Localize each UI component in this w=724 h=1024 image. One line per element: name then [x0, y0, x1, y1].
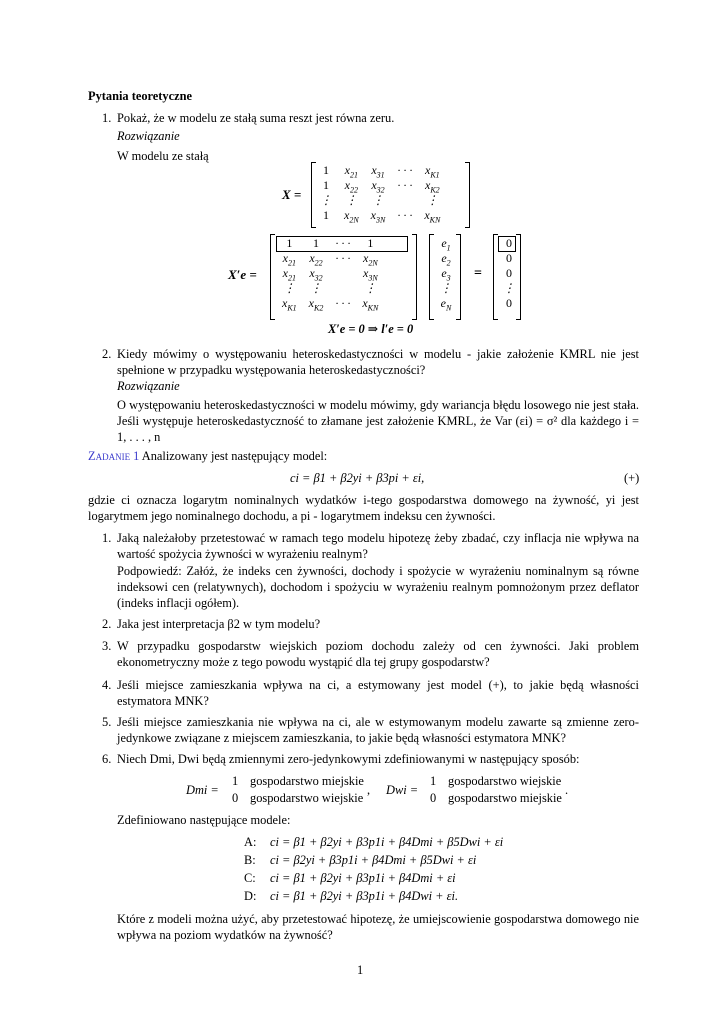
item-1-text: Jaką należałoby przetestować w ramach tego modelu hipotezę żeby zbadać, czy inflacja nie wpływa na wartość spożycia żywności w wyrażeniu realnym?: [117, 531, 639, 561]
item-2-text: Jaka jest interpretacja β2 w tym modelu?: [117, 617, 321, 631]
dm-rural: gospodarstwo wiejskie: [250, 791, 364, 805]
item-4-text: Jeśli miejsce zamieszkania wpływa na ci, a estymowany jest model (+), to jakie będą własności estymatora MNK?: [117, 678, 639, 708]
x-matrix: 1 $x_{21}$ $x_{31}$ · · · $x_{K1}$ 1 $x_{22}$ $x_{32}$ · · · $x_{K2}$ ⋮ ⋮ ⋮ ⋮ 1 $x_{2N}$ $x_{3N}$ · · · $x_{KN}$: [320, 163, 441, 225]
item-4-number: 4.: [102, 678, 112, 692]
q1-intro: W modelu ze stałą: [117, 149, 209, 163]
item-5-text: Jeśli miejsce zamieszkania nie wpływa na ci, ale w estymowanym modelu zawarte są zmienne zero-jedynkowe związane z miejscem zamieszkania, to jakie będą własności estymatora MNK?: [117, 715, 639, 745]
q1-text: Pokaż, że w modelu ze stałą suma reszt jest równa zeru.: [117, 111, 395, 125]
page-number: 1: [357, 963, 364, 977]
model-b-eq: ci = β2yi + β3p1i + β4Dmi + β5Dwi + εi: [270, 853, 477, 867]
item-3-number: 3.: [102, 639, 112, 653]
dw-one: 1: [430, 774, 437, 788]
dm-urban: gospodarstwo miejskie: [250, 774, 364, 788]
dw-period: .: [565, 783, 569, 797]
x-matrix-label: X =: [282, 187, 302, 202]
q2-answer: O występowaniu heteroskedastyczności w modelu mówimy, gdy wariancja błędu losowego nie jest stała. Jeśli występuje heteroskedastyczność to złamane jest założenie KMRL, że Var (εi) = σ² dla każdego i = 1, . . . , n: [117, 398, 639, 444]
dw-rural: gospodarstwo wiejskie: [448, 774, 562, 788]
xe-label: X′e =: [228, 267, 257, 282]
x-matrix-right-bracket: [465, 162, 470, 228]
task-eq-tag: (+): [624, 471, 640, 485]
e-vector: $e_1$ $e_2$ $e_3$ ⋮ $e_N$: [440, 236, 452, 313]
model-c-eq: ci = β1 + β2yi + β3p1i + β4Dmi + εi: [270, 871, 456, 885]
dw-label: Dwi =: [386, 783, 419, 797]
dw-urban: gospodarstwo miejskie: [448, 791, 562, 805]
dm-comma: ,: [367, 783, 371, 797]
task-header: [88, 448, 327, 464]
item-1-hint: Podpowiedź: Załóż, że indeks cen żywności, dochody i spożycie w wyrażeniu nominalnym są równe indeksowi cen (relatywnych), dochodom i spożyciu w wyrażeniu realnym pomnożonym przez deflator (indeks inflacji ogółem).: [117, 564, 639, 610]
task-intro: Analizowany jest następujący model:: [141, 449, 328, 463]
xt-matrix-right-bracket: [412, 234, 417, 320]
task-equation: ci = β1 + β2yi + β3pi + εi,: [290, 471, 425, 485]
final-question: Które z modeli można użyć, aby przetestować hipotezę, że umiejscowienie gospodarstwa domowego nie wpływa na poziom wydatków na żywność?: [117, 912, 639, 942]
item-6-number: 6.: [102, 752, 112, 766]
q2-number: 2.: [102, 347, 112, 361]
xt-matrix-left-bracket: [270, 234, 275, 320]
q1-solution-label: Rozwiązanie: [117, 129, 180, 143]
zero-vector: 0 0 0 ⋮ 0: [503, 236, 515, 310]
item-6-text: Niech Dmi, Dwi będą zmiennymi zero-jedynkowymi zdefiniowanymi w następujący sposób:: [117, 752, 580, 766]
model-b-label: B:: [244, 853, 256, 867]
model-d-eq: ci = β1 + β2yi + β3p1i + β4Dwi + εi.: [270, 889, 459, 903]
item-5-number: 5.: [102, 715, 112, 729]
task-description: gdzie ci oznacza logarytm nominalnych wydatków i-tego gospodarstwa domowego na żywność, yi jest logarytmem jego nominalnego dochodu, a pi - logarytmem indeksu cen żywności.: [88, 493, 639, 523]
dm-one: 1: [232, 774, 239, 788]
task-label: Zadanie 1: [88, 449, 140, 463]
item-2-number: 2.: [102, 617, 112, 631]
model-d-label: D:: [244, 889, 257, 903]
models-intro: Zdefiniowano następujące modele:: [117, 813, 291, 827]
model-a-eq: ci = β1 + β2yi + β3p1i + β4Dmi + β5Dwi + εi: [270, 835, 504, 849]
q2-solution-label: Rozwiązanie: [117, 379, 180, 393]
dm-zero: 0: [232, 791, 239, 805]
equals-sign: =: [474, 266, 482, 281]
dm-label: Dmi =: [186, 783, 219, 797]
section-heading: Pytania teoretyczne: [88, 89, 193, 103]
q2-text: Kiedy mówimy o występowaniu heteroskedastyczności w modelu - jakie założenie KMRL nie jest spełnione w przypadku występowania heteroskedastyczności?: [117, 347, 639, 377]
q1-conclusion: X′e = 0 ⇒ l′e = 0: [328, 322, 414, 336]
dw-zero: 0: [430, 791, 437, 805]
item-1-number: 1.: [102, 531, 112, 545]
xt-matrix: 1 1 · · · 1 $x_{21}$ $x_{22}$ · · · $x_{2N}$ $x_{21}$ $x_{32}$ $x_{3N}$ ⋮ ⋮ ⋮ $x_{K1}$ $x_{K2}$ · · · $x_{KN}$: [282, 236, 379, 313]
item-3-text: W przypadku gospodarstw wiejskich poziom dochodu zależy od cen żywności. Jaki problem ekonometryczny może z tego powodu wystąpić dla tej grupy gospodarstw?: [117, 639, 639, 669]
model-c-label: C:: [244, 871, 256, 885]
model-a-label: A:: [244, 835, 257, 849]
q1-number: 1.: [102, 111, 112, 125]
